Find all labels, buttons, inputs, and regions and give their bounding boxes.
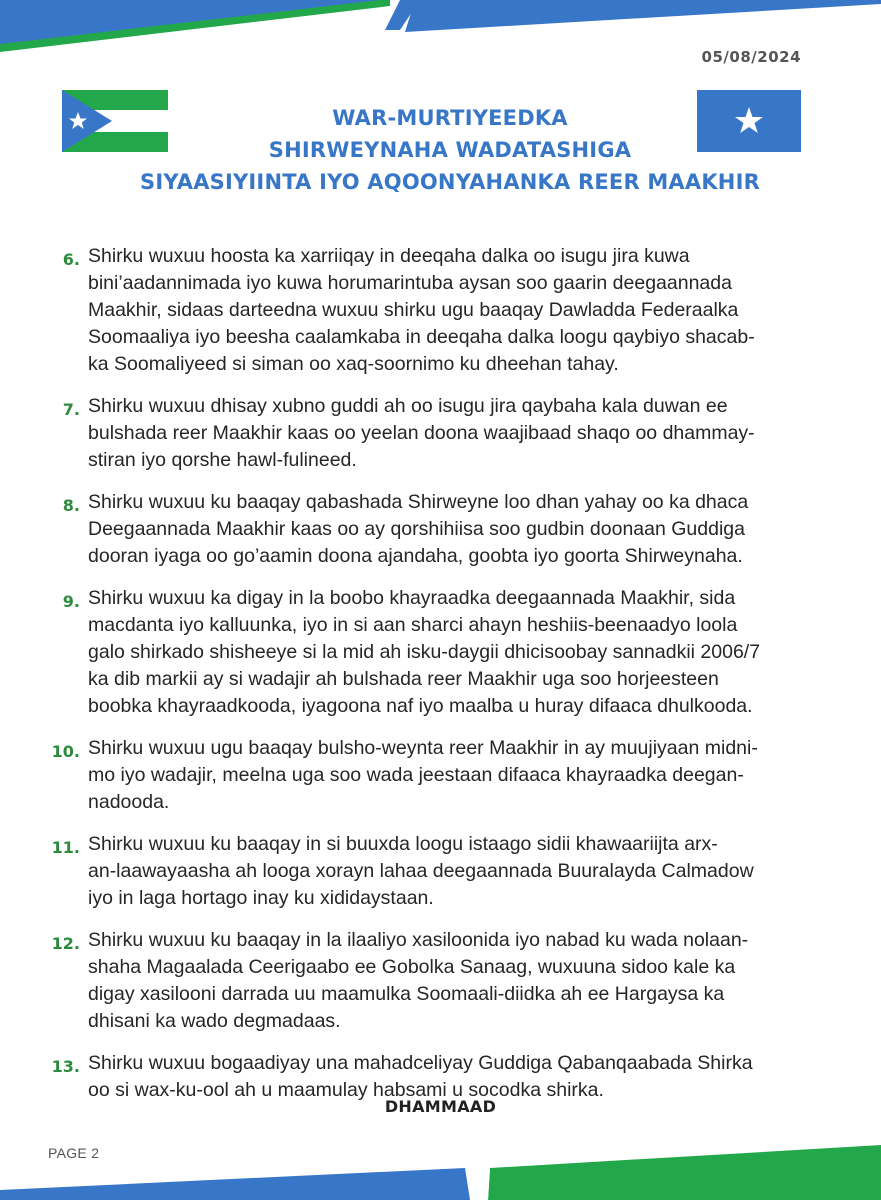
resolution-item xyxy=(38,489,828,570)
ending-label: DHAMMAAD xyxy=(384,1097,497,1116)
item-number: 13. xyxy=(51,1057,80,1076)
item-text-line: digay xasilooni darrada uu maamulka Soomaali-diidka ah ee Hargaysa ka xyxy=(88,983,725,1005)
item-text-line: iyo in laga hortago inay ku xididaystaan. xyxy=(88,887,434,909)
item-text xyxy=(88,489,828,570)
document-date: 05/08/2024 xyxy=(701,48,801,66)
title-line-1: WAR-MURTIYEEDKA xyxy=(332,106,568,130)
item-text-line: shaha Magaalada Ceerigaabo ee Gobolka Sanaag, wuxuuna sidoo kale ka xyxy=(88,956,736,978)
resolution-item xyxy=(38,243,828,378)
item-text xyxy=(88,1050,828,1104)
title-line-2: SHIRWEYNAHA WADATASHIGA xyxy=(268,138,632,162)
resolution-item xyxy=(38,1050,828,1104)
item-number: 6. xyxy=(62,250,80,269)
item-text-line: ka Soomaliyeed si siman oo xaq-soornimo ku dheehan tahay. xyxy=(88,353,619,375)
resolution-item xyxy=(38,927,828,1035)
resolution-item xyxy=(38,831,828,912)
item-text xyxy=(88,585,828,720)
item-text-line: Soomaaliya iyo beesha caalamkaba in deeqaha dalka loogu qaybiyo shacab- xyxy=(88,326,755,348)
document-title xyxy=(100,102,800,198)
item-text-line: Shirku wuxuu dhisay xubno guddi ah oo isugu jira qaybaha kala duwan ee xyxy=(88,395,728,417)
item-text-line: Shirku wuxuu hoosta ka xarriiqay in deeqaha dalka oo isugu jira kuwa xyxy=(88,245,690,267)
item-text-line: bulshada reer Maakhir kaas oo yeelan doona waajibaad shaqo oo dhammay- xyxy=(88,422,755,444)
item-text-line: Shirku wuxuu ku baaqay qabashada Shirweyne loo dhan yahay oo ka dhaca xyxy=(88,491,749,513)
item-text xyxy=(88,831,828,912)
item-text-line: dhisani ka wado degmadaas. xyxy=(88,1010,341,1032)
item-text xyxy=(88,927,828,1035)
item-number: 9. xyxy=(62,592,80,611)
item-number: 12. xyxy=(51,934,80,953)
item-text-line: Shirku wuxuu ugu baaqay bulsho-weynta reer Maakhir in ay muujiyaan midni- xyxy=(88,737,758,759)
item-text-line: Deegaannada Maakhir kaas oo ay qorshihiisa soo gudbin doonaan Guddiga xyxy=(88,518,745,540)
item-text-line: macdanta iyo kalluunka, iyo in si aan sharci ahayn heshiis-beenaadyo loola xyxy=(88,614,738,636)
item-text-line: mo iyo wadajir, meelna uga soo wada jeestaan difaaca khayraadka deegan- xyxy=(88,764,744,786)
item-text xyxy=(88,393,828,474)
item-text-line: an-laawayaasha ah looga xorayn lahaa deegaannada Buuralayda Calmadow xyxy=(88,860,754,882)
title-line-3: SIYAASIYIINTA IYO AQOONYAHANKA REER MAAKHIR xyxy=(140,170,760,194)
item-number: 7. xyxy=(62,400,80,419)
resolution-item xyxy=(38,393,828,474)
resolution-item xyxy=(38,735,828,816)
item-text-line: galo shirkado shisheeye si la mid ah isku-daygii dhicisoobay sannadkii 2006/7 xyxy=(88,641,761,663)
item-text-line: bini’aadannimada iyo kuwa horumarintuba aysan soo gaarin deegaannada xyxy=(88,272,732,294)
item-text-line: boobka khayraadkooda, iyagoona naf iyo maalba u huray difaaca dhulkooda. xyxy=(88,695,753,717)
item-text-line: ka dib markii ay si wadajir ah bulshada reer Maakhir uga soo horjeesteen xyxy=(88,668,719,690)
page-number: PAGE 2 xyxy=(48,1145,100,1161)
item-number: 11. xyxy=(51,838,80,857)
resolution-item xyxy=(38,585,828,720)
item-text-line: dooran iyaga oo go’aamin doona ajandaha, goobta iyo goorta Shirweynaha. xyxy=(88,545,743,567)
item-number: 10. xyxy=(51,742,80,761)
item-text-line: oo si wax-ku-ool ah u maamulay habsami u socodka shirka. xyxy=(88,1079,604,1101)
item-text-line: Shirku wuxuu bogaadiyay una mahadceliyay Guddiga Qabanqaabada Shirka xyxy=(88,1052,753,1074)
item-text xyxy=(88,243,828,378)
item-text-line: stiran iyo qorshe hawl-fulineed. xyxy=(88,449,357,471)
bottom-decorative-stripes xyxy=(0,1140,881,1200)
item-number: 8. xyxy=(62,496,80,515)
item-text-line: Maakhir, sidaas darteedna wuxuu shirku ugu baaqay Dawladda Federaalka xyxy=(88,299,739,321)
item-text-line: nadooda. xyxy=(88,791,170,813)
item-text-line: Shirku wuxuu ka digay in la boobo khayraadka deegaannada Maakhir, sida xyxy=(88,587,736,609)
item-text-line: Shirku wuxuu ku baaqay in si buuxda loogu istaago sidii khawaariijta arx- xyxy=(88,833,718,855)
resolutions-list xyxy=(38,243,828,1119)
item-text xyxy=(88,735,828,816)
item-text-line: Shirku wuxuu ku baaqay in la ilaaliyo xasiloonida iyo nabad ku wada nolaan- xyxy=(88,929,749,951)
